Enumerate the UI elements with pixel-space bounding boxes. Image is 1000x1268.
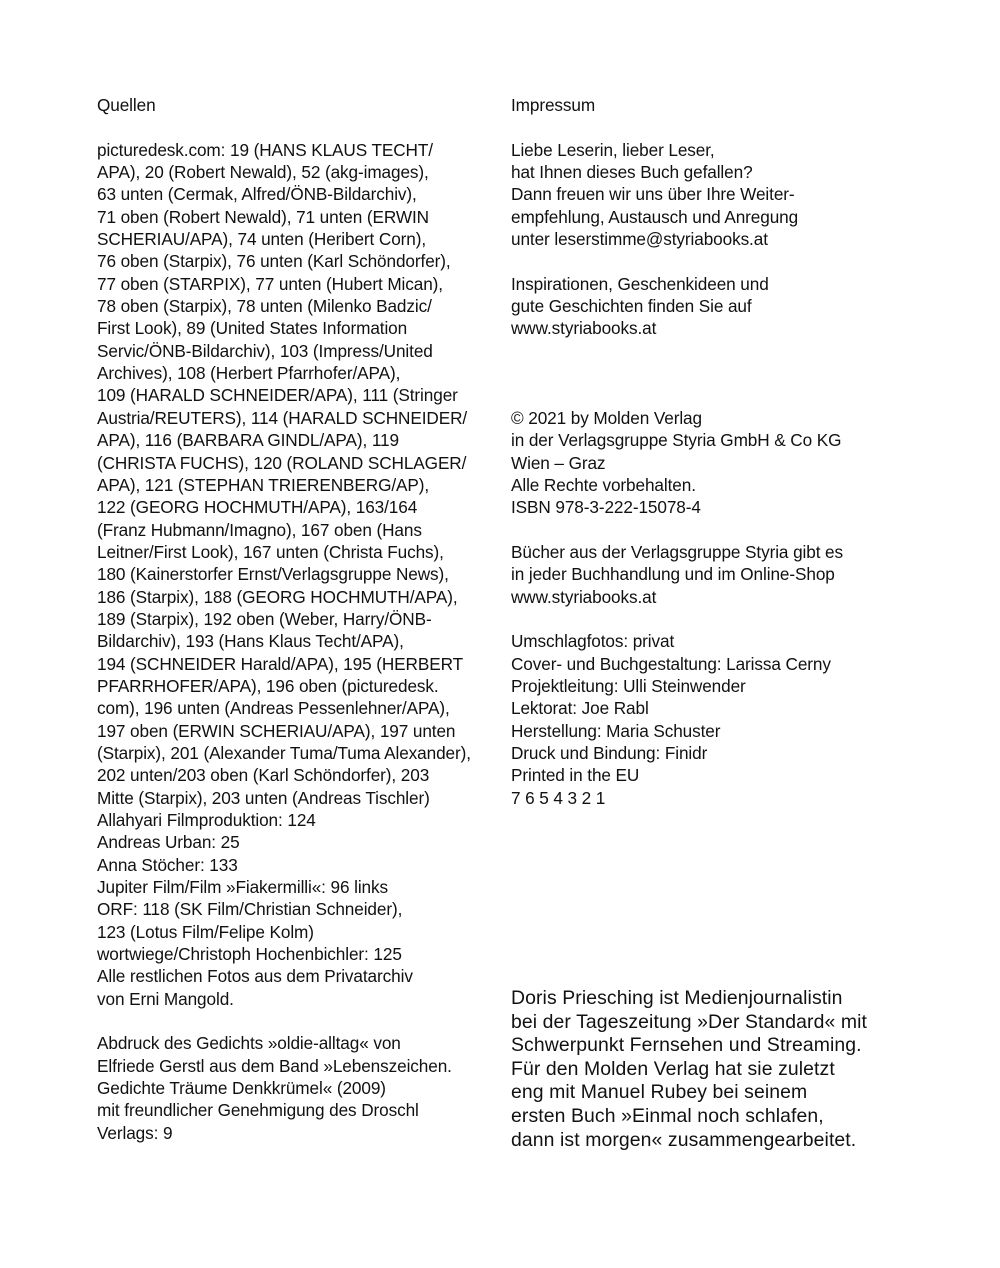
impressum-production-credits — [511, 630, 911, 809]
text-line: wortwiege/Christoph Hochenbichler: 125 — [97, 944, 402, 965]
text-line: 63 unten (Cermak, Alfred/ÖNB-Bildarchiv), — [97, 184, 417, 205]
text-line: 78 oben (Starpix), 78 unten (Milenko Badzic/ — [97, 296, 432, 317]
text-line: in jeder Buchhandlung und im Online-Shop — [511, 564, 835, 585]
text-line: PFARRHOFER/APA), 196 oben (picturedesk. — [97, 675, 439, 696]
text-line: hat Ihnen dieses Buch gefallen? — [511, 162, 753, 183]
text-line: in der Verlagsgruppe Styria GmbH & Co KG — [511, 430, 842, 451]
text-line: 194 (SCHNEIDER Harald/APA), 195 (HERBERT — [97, 653, 463, 674]
text-line: Anna Stöcher: 133 — [97, 854, 238, 875]
text-line: eng mit Manuel Rubey bei seinem — [511, 1081, 808, 1104]
text-line: Archives), 108 (Herbert Pfarrhofer/APA), — [97, 363, 401, 384]
text-line: Abdruck des Gedichts »oldie-alltag« von — [97, 1033, 401, 1054]
author-bio — [511, 987, 921, 1152]
text-line: Doris Priesching ist Medienjournalistin — [511, 987, 843, 1009]
text-line: Alle Rechte vorbehalten. — [511, 474, 696, 495]
text-line: Elfriede Gerstl aus dem Band »Lebenszeichen. — [97, 1055, 452, 1076]
quellen-credits — [97, 139, 497, 1010]
text-line: 189 (Starpix), 192 oben (Weber, Harry/ÖNB- — [97, 608, 432, 629]
text-line: Projektleitung: Ulli Steinwender — [511, 675, 746, 696]
text-line: picturedesk.com: 19 (HANS KLAUS TECHT/ — [97, 139, 433, 160]
text-line: Servic/ÖNB-Bildarchiv), 103 (Impress/United — [97, 340, 433, 361]
text-line: Allahyari Filmproduktion: 124 — [97, 810, 316, 830]
text-line: Gedichte Träume Denkkrümel« (2009) — [97, 1078, 386, 1099]
text-line: Bücher aus der Verlagsgruppe Styria gibt es — [511, 541, 844, 562]
text-line: Alle restlichen Fotos aus dem Privatarchiv — [97, 966, 413, 987]
text-line: Liebe Leserin, lieber Leser, — [511, 139, 715, 160]
text-line: Herstellung: Maria Schuster — [511, 720, 721, 741]
impressum-column — [511, 94, 911, 809]
text-line: 180 (Kainerstorfer Ernst/Verlagsgruppe News), — [97, 564, 449, 585]
text-line: Austria/REUTERS), 114 (HARALD SCHNEIDER/ — [97, 407, 468, 428]
quellen-column — [97, 94, 497, 1144]
text-line: Druck und Bindung: Finidr — [511, 742, 708, 763]
text-line: APA), 116 (BARBARA GINDL/APA), 119 — [97, 430, 399, 451]
text-line: First Look), 89 (United States Information — [97, 318, 408, 339]
text-line: Andreas Urban: 25 — [97, 832, 240, 853]
text-line: 202 unten/203 oben (Karl Schöndorfer), 203 — [97, 765, 430, 786]
impressum-inspiration — [511, 273, 911, 340]
text-line: © 2021 by Molden Verlag — [511, 407, 702, 428]
text-line: 186 (Starpix), 188 (GEORG HOCHMUTH/APA), — [97, 586, 458, 607]
text-line: 77 oben (STARPIX), 77 unten (Hubert Mican), — [97, 273, 443, 294]
text-line: dann ist morgen« zusammengearbeitet. — [511, 1128, 857, 1151]
text-line: Bildarchiv), 193 (Hans Klaus Techt/APA), — [97, 631, 404, 652]
text-line: Dann freuen wir uns über Ihre Weiter- — [511, 184, 795, 205]
text-line: 76 oben (Starpix), 76 unten (Karl Schöndorfer), — [97, 251, 451, 272]
text-line: ersten Buch »Einmal noch schlafen, — [511, 1104, 824, 1127]
text-line: Wien – Graz — [511, 452, 606, 473]
text-line: Mitte (Starpix), 203 unten (Andreas Tischler) — [97, 787, 430, 808]
text-line: Jupiter Film/Film »Fiakermilli«: 96 links — [97, 877, 389, 898]
text-line: 197 oben (ERWIN SCHERIAU/APA), 197 unten — [97, 720, 456, 741]
text-line: Schwerpunkt Fernsehen und Streaming. — [511, 1034, 862, 1057]
quellen-poem-credit — [97, 1032, 497, 1144]
text-line: 122 (GEORG HOCHMUTH/APA), 163/164 — [97, 497, 418, 518]
text-line: Lektorat: Joe Rabl — [511, 698, 649, 719]
text-line: ISBN 978-3-222-15078-4 — [511, 497, 701, 518]
text-line: Für den Molden Verlag hat sie zuletzt — [511, 1057, 835, 1080]
text-line: www.styriabooks.at — [511, 318, 657, 339]
text-line: Leitner/First Look), 167 unten (Christa Fuchs), — [97, 541, 444, 562]
text-line: Umschlagfotos: privat — [511, 631, 675, 652]
text-line: bei der Tageszeitung »Der Standard« mit — [511, 1010, 868, 1033]
quellen-heading: Quellen — [97, 95, 156, 115]
text-line: com), 196 unten (Andreas Pessenlehner/APA), — [97, 698, 450, 719]
text-line: (Franz Hubmann/Imagno), 167 oben (Hans — [97, 519, 422, 540]
text-line: APA), 121 (STEPHAN TRIERENBERG/AP), — [97, 474, 430, 495]
impressum-bookstores — [511, 541, 911, 608]
text-line: (CHRISTA FUCHS), 120 (ROLAND SCHLAGER/ — [97, 452, 467, 473]
impressum-heading: Impressum — [511, 95, 596, 115]
text-line: APA), 20 (Robert Newald), 52 (akg-images), — [97, 162, 429, 183]
text-line: mit freundlicher Genehmigung des Droschl — [97, 1100, 419, 1121]
text-line: empfehlung, Austausch und Anregung — [511, 206, 799, 227]
text-line: von Erni Mangold. — [97, 988, 234, 1009]
text-line: 71 oben (Robert Newald), 71 unten (ERWIN — [97, 206, 429, 227]
text-line: Cover- und Buchgestaltung: Larissa Cerny — [511, 653, 831, 674]
text-line: Inspirationen, Geschenkideen und — [511, 273, 769, 294]
text-line: www.styriabooks.at — [511, 586, 657, 607]
text-line: 109 (HARALD SCHNEIDER/APA), 111 (Stringer — [97, 385, 458, 406]
text-line: ORF: 118 (SK Film/Christian Schneider), — [97, 899, 403, 920]
impressum-reader-note — [511, 139, 911, 251]
text-line: Verlags: 9 — [97, 1122, 173, 1143]
impressum-copyright — [511, 407, 911, 519]
text-line: 123 (Lotus Film/Felipe Kolm) — [97, 921, 314, 942]
text-line: (Starpix), 201 (Alexander Tuma/Tuma Alexander), — [97, 742, 471, 763]
text-line: gute Geschichten finden Sie auf — [511, 296, 752, 317]
text-line: 7 6 5 4 3 2 1 — [511, 787, 606, 808]
text-line: SCHERIAU/APA), 74 unten (Heribert Corn), — [97, 229, 427, 250]
text-line: Printed in the EU — [511, 765, 640, 786]
text-line: unter leserstimme@styriabooks.at — [511, 229, 768, 250]
